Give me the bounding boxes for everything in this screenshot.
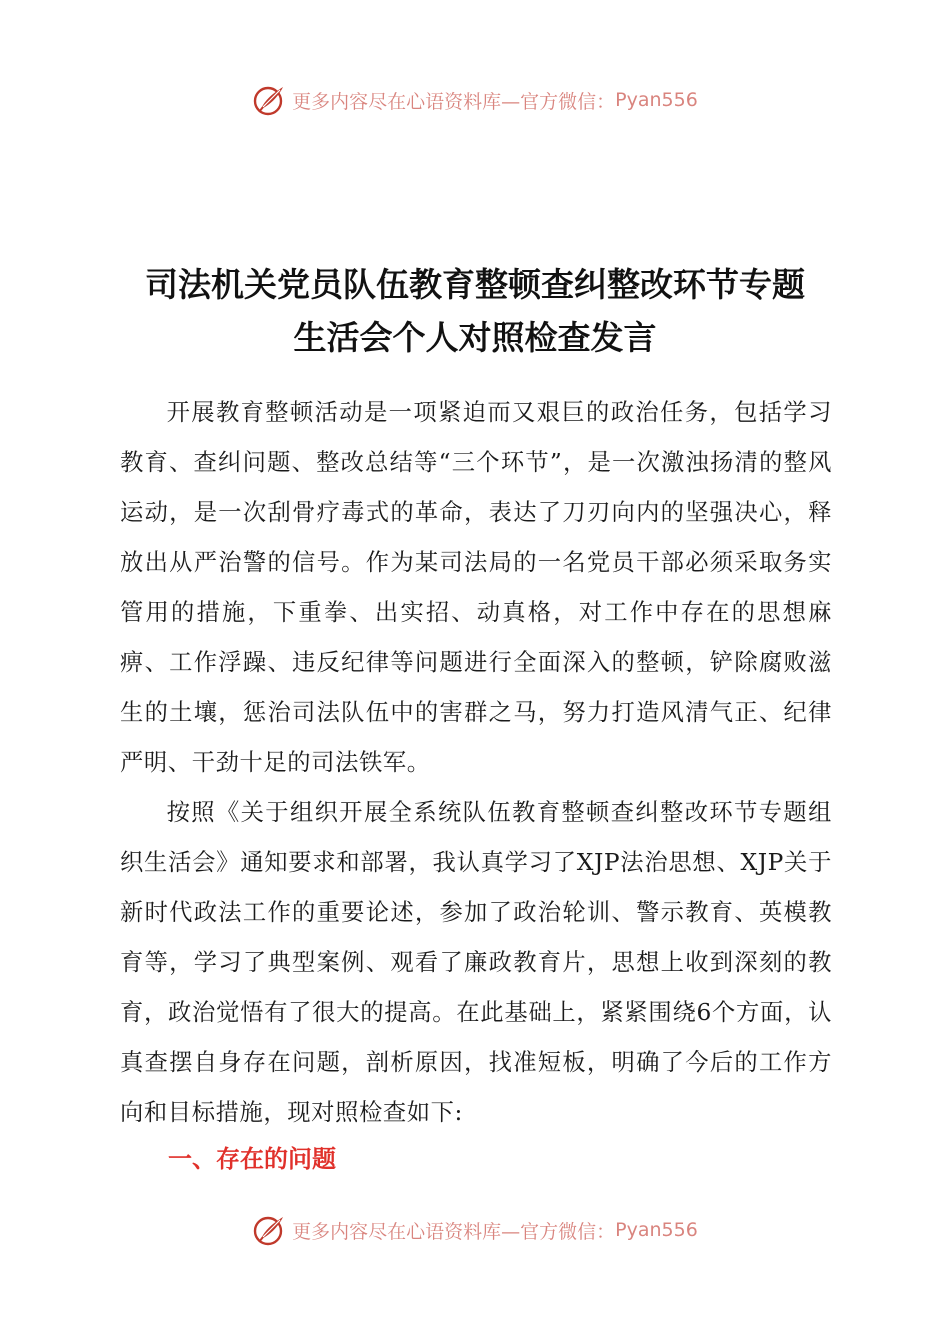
title-line-2: 生活会个人对照检查发言 — [293, 318, 657, 357]
header-banner — [0, 80, 950, 120]
banner-wechat-id: Pyan556 — [615, 89, 698, 111]
banner-text: 更多内容尽在心语资料库—官方微信： — [292, 90, 616, 113]
document-title — [100, 258, 850, 364]
section-heading: 一、存在的问题 — [168, 1145, 336, 1173]
title-line-1: 司法机关党员队伍教育整顿查纠整改环节专题 — [145, 265, 805, 304]
banner-text: 更多内容尽在心语资料库—官方微信： — [292, 1220, 616, 1243]
quill-logo-icon — [252, 1212, 288, 1248]
quill-logo-icon — [252, 82, 288, 118]
banner-wechat-id: Pyan556 — [615, 1219, 698, 1241]
document-body — [120, 388, 832, 1138]
paragraph-2: 按照《关于组织开展全系统队伍教育整顿查纠整改环节专题组织生活会》通知要求和部署，我认真学习了XJP法治思想、XJP关于新时代政法工作的重要论述，参加了政治轮训、警示教育、英模教育等，学习了典型案例、观看了廉政教育片，思想上收到深刻的教育，政治觉悟有了很大的提高。在此基础上，紧紧围绕6个方面，认真查摆自身存在问题，剖析原因，找准短板，明确了今后的工作方向和目标措施，现对照检查如下: — [120, 799, 832, 1126]
footer-banner — [0, 1210, 950, 1250]
paragraph-1: 开展教育整顿活动是一项紧迫而又艰巨的政治任务，包括学习教育、查纠问题、整改总结等“三个环节”，是一次激浊扬清的整风运动，是一次刮骨疗毒式的革命，表达了刀刃向内的坚强决心，释放出从严治警的信号。作为某司法局的一名党员干部必须采取务实管用的措施，下重拳、出实招、动真格，对工作中存在的思想麻痹、工作浮躁、违反纪律等问题进行全面深入的整顿，铲除腐败滋生的土壤，惩治司法队伍中的害群之马，努力打造风清气正、纪律严明、干劲十足的司法铁军。 — [120, 399, 832, 776]
